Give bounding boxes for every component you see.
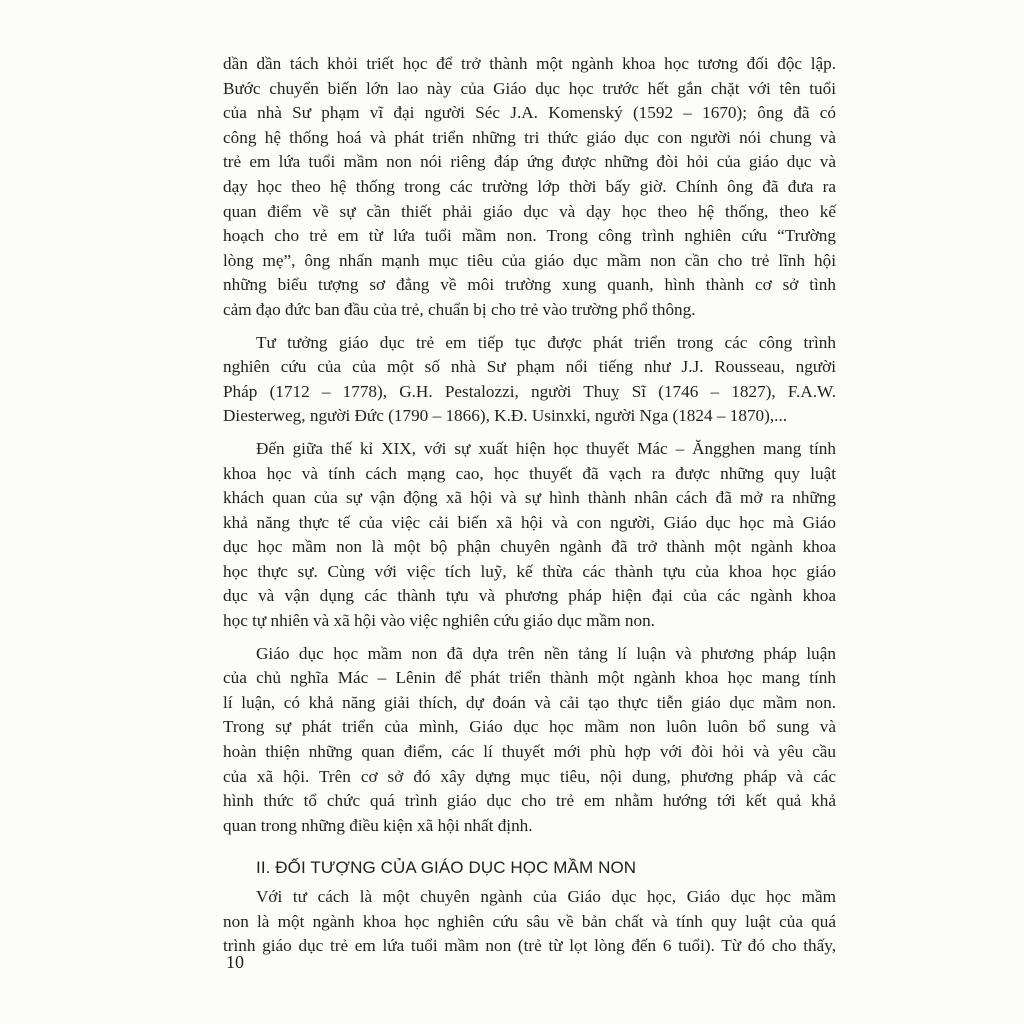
text-line: hoạch cho trẻ em từ lứa tuổi mầm non. Trong công trình nghiên cứu “Trường <box>223 226 836 246</box>
text-line: Trong sự phát triển của mình, Giáo dục học mầm non luôn luôn bổ sung và <box>223 717 836 737</box>
text-line: hình thức tổ chức quá trình giáo dục cho trẻ em nhằm hướng tới kết quả khả <box>223 791 836 811</box>
text-line: của xã hội. Trên cơ sở đó xây dựng mục tiêu, nội dung, phương pháp và các <box>223 766 836 786</box>
text-line: lí luận, có khả năng giải thích, dự đoán và cải tạo thực tiễn giáo dục mầm non. <box>223 692 836 712</box>
text-line: Giáo dục học mầm non đã dựa trên nền tảng lí luận và phương pháp luận <box>256 643 836 663</box>
text-line: khả năng thực tế của việc cải biến xã hội và con người, Giáo dục học mà Giáo <box>223 512 836 532</box>
text-line: khách quan của sự vận động xã hội và sự hình thành nhân cách đã mở ra những <box>223 488 836 508</box>
paragraph-komensky <box>223 52 836 323</box>
paragraph-educators <box>223 331 836 429</box>
text-line: của nhà Sư phạm vĩ đại người Séc J.A. Komenský (1592 – 1670); ông đã có <box>223 103 836 123</box>
body-text <box>223 52 836 967</box>
text-line: khoa học và tính cách mạng cao, học thuyết đã vạch ra được những quy luật <box>223 463 836 483</box>
text-line: dục và vận dụng các thành tựu và phương pháp hiện đại của các ngành khoa <box>223 586 836 606</box>
paragraph-theory <box>223 642 836 839</box>
text-line: trình giáo dục trẻ em lứa tuổi mầm non (trẻ từ lọt lòng đến 6 tuổi). Từ đó cho thấy, <box>223 936 836 956</box>
text-line: những biểu tượng sơ đẳng về môi trường xung quanh, hình thành cơ sở tình <box>223 275 836 295</box>
text-line: lòng mẹ”, ông nhấn mạnh mục tiêu của giáo dục mầm non cần cho trẻ lĩnh hội <box>223 250 836 270</box>
text-line: Pháp (1712 – 1778), G.H. Pestalozzi, người Thuỵ Sĩ (1746 – 1827), F.A.W. <box>223 381 836 401</box>
text-line: dần dần tách khỏi triết học để trở thành một ngành khoa học tương đối độc lập. <box>223 54 836 73</box>
text-line: non là một ngành khoa học nghiên cứu sâu về bản chất và tính quy luật của quá <box>223 911 836 931</box>
text-line: hoàn thiện những quan điểm, các lí thuyết mới phù hợp với đòi hỏi và yêu cầu <box>223 742 836 762</box>
text-line: trẻ em lứa tuổi mầm non nói riêng đáp ứng được những đòi hỏi của giáo dục và <box>223 152 836 172</box>
text-line: của chủ nghĩa Mác – Lênin để phát triển thành một ngành khoa học mang tính <box>223 668 836 688</box>
text-line: cảm đạo đức ban đầu của trẻ, chuẩn bị cho trẻ vào trường phổ thông. <box>223 299 696 319</box>
text-line: Tư tưởng giáo dục trẻ em tiếp tục được phát triển trong các công trình <box>256 332 836 352</box>
paragraph-marx-engels <box>223 437 836 634</box>
text-line: dạy học theo hệ thống trong các trường lớp thời bấy giờ. Chính ông đã đưa ra <box>223 176 836 196</box>
section-heading: II. ĐỐI TƯỢNG CỦA GIÁO DỤC HỌC MẦM NON <box>256 858 637 878</box>
text-line: nghiên cứu của của một số nhà Sư phạm nổi tiếng như J.J. Rousseau, người <box>223 357 836 377</box>
text-line: học tự nhiên và xã hội vào việc nghiên cứu giáo dục mầm non. <box>223 611 655 631</box>
text-line: Diesterweg, người Đức (1790 – 1866), K.Đ. Usinxki, người Nga (1824 – 1870),... <box>223 406 788 426</box>
text-line: Đến giữa thế kỉ XIX, với sự xuất hiện học thuyết Mác – Ăngghen mang tính <box>256 438 836 458</box>
text-line: công hệ thống hoá và phát triển những tri thức giáo dục con người nói chung và <box>223 127 836 147</box>
text-line: quan trong những điều kiện xã hội nhất định. <box>223 815 533 835</box>
text-line: học thực sự. Cùng với việc tích luỹ, kế thừa các thành tựu của khoa học giáo <box>223 561 836 581</box>
text-line: Với tư cách là một chuyên ngành của Giáo dục học, Giáo dục học mầm <box>256 887 836 906</box>
text-line: dục học mầm non là một bộ phận chuyên ngành đã trở thành một ngành khoa <box>223 537 836 557</box>
paragraph-subject <box>223 885 836 959</box>
page-number: 10 <box>226 952 244 972</box>
text-line: Bước chuyển biến lớn lao này của Giáo dục học trước hết gắn chặt với tên tuổi <box>223 78 836 98</box>
text-line: quan điểm về sự cần thiết phải giáo dục và dạy học theo hệ thống, theo kế <box>223 201 836 221</box>
